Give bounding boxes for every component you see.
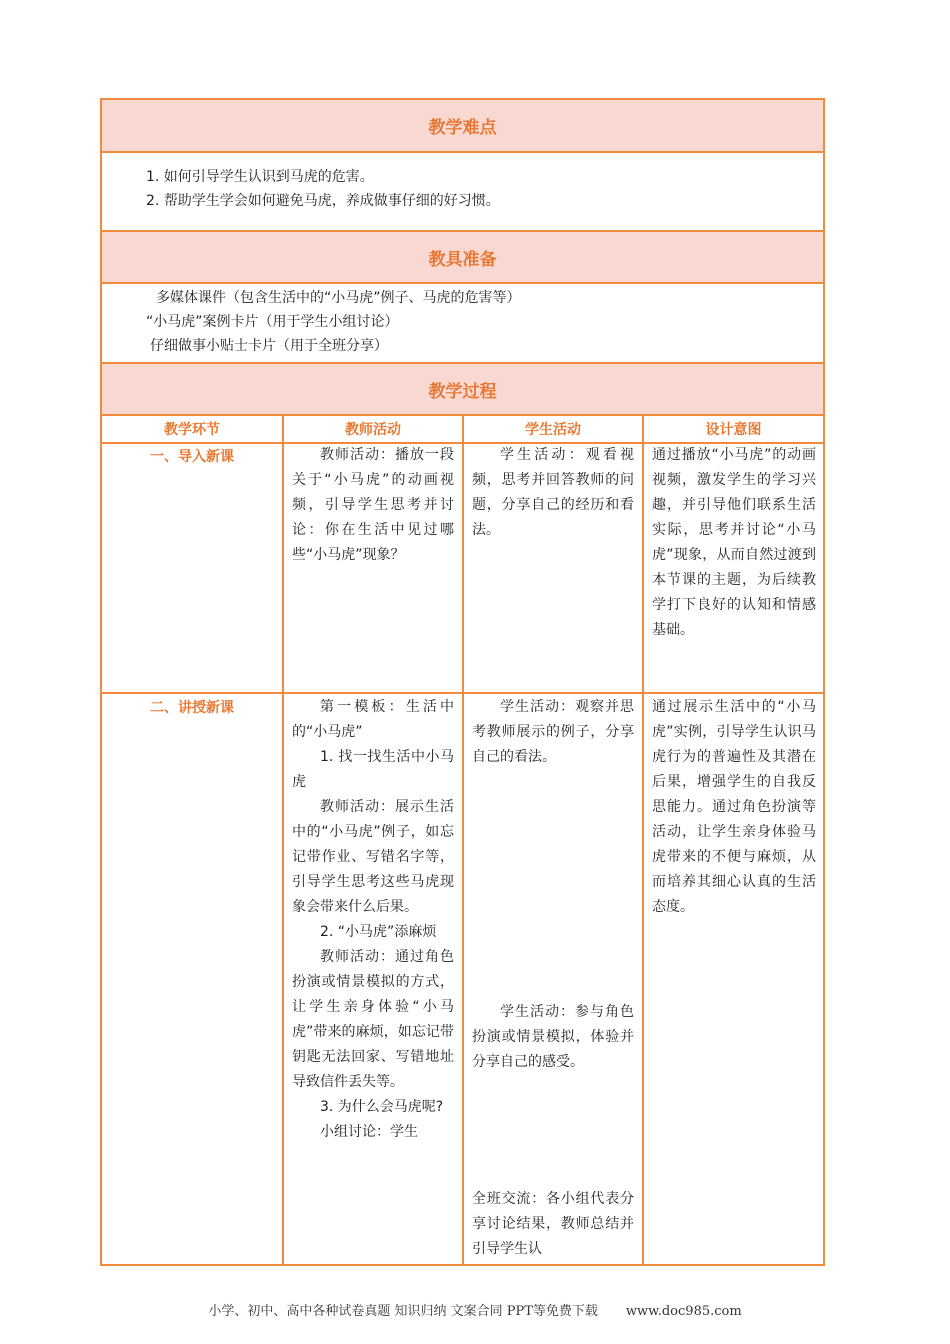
teacher-paragraph: 教师活动：展示生活中的“小马虎”例子，如忘记带作业、写错名字等，引导学生思考这些马虎现象会带来什么后果。 [292,799,454,915]
difficulty-item: 2. 帮助学生学会如何避免马虎，养成做事仔细的好习惯。 [146,193,500,209]
column-header-stage: 教学环节 [164,422,220,438]
lesson-plan-table [100,98,825,1266]
column-header-teacher: 教师活动 [345,422,401,438]
student-activity [472,443,634,543]
difficulty-item: 1. 如何引导学生认识到马虎的危害。 [146,169,374,185]
stage-label: 二、讲授新课 [150,700,234,716]
difficulties-body [102,153,823,232]
student-paragraph: 全班交流：各小组代表分享讨论结果，教师总结并引导学生认 [472,1191,634,1257]
teacher-paragraph: 小组讨论：学生 [320,1124,418,1140]
student-paragraph: 学生活动：观看视频，思考并回答教师的问题，分享自己的经历和看法。 [472,447,634,538]
teacher-paragraph: 教师活动：通过角色扮演或情景模拟的方式，让学生亲身体验“小马虎”带来的麻烦，如忘记带钥匙无法回家、写错地址导致信件丢失等。 [292,949,454,1090]
page-footer [0,1300,950,1319]
design-intent [652,443,816,643]
design-paragraph: 通过播放“小马虎”的动画视频，激发学生的学习兴趣，并引导他们联系生活实际，思考并讨论“小马虎”现象，从而自然过渡到本节课的主题，为后续教学打下良好的认知和情感基础。 [652,447,816,638]
teacher-paragraph: 第一模板：生活中的“小马虎” [292,699,454,740]
divider [282,416,284,1266]
tools-body [102,284,823,364]
tools-header [102,232,823,284]
footer-url: www.doc985.com [625,1304,742,1319]
divider [462,416,464,1266]
divider [642,416,644,1266]
teacher-activity [292,695,454,1145]
teacher-paragraph: 2. “小马虎”添麻烦 [320,924,437,940]
difficulties-title: 教学难点 [428,118,497,138]
column-header-design: 设计意图 [705,422,762,438]
student-activity [472,1187,634,1262]
difficulties-header [102,100,823,153]
design-intent [652,695,816,920]
tool-item: 仔细做事小贴士卡片（用于全班分享） [150,338,388,354]
tool-item: “小马虎”案例卡片（用于学生小组讨论） [146,314,399,330]
process-title: 教学过程 [428,381,497,402]
teacher-paragraph: 3. 为什么会马虎呢? [320,1099,444,1115]
student-paragraph: 学生活动：参与角色扮演或情景模拟，体验并分享自己的感受。 [472,1004,634,1070]
process-header [102,364,823,416]
design-paragraph: 通过展示生活中的“小马虎”实例，引导学生认识马虎行为的普遍性及其潜在后果，增强学生的自我反思能力。通过角色扮演等活动，让学生亲身体验马虎带来的不便与麻烦，从而培养其细心认真的生活态度。 [652,699,816,915]
tools-title: 教具准备 [428,249,497,270]
student-activity [472,1000,634,1075]
footer-text: 小学、初中、高中各种试卷真题 知识归纳 文案合同 PPT等免费下载 [208,1304,598,1319]
column-header-student: 学生活动 [525,422,581,438]
stage-label: 一、导入新课 [150,449,234,465]
teacher-activity [292,443,454,568]
student-activity [472,695,634,770]
teacher-paragraph: 1. 找一找生活中小马虎 [292,749,454,790]
teacher-paragraph: 教师活动：播放一段关于“小马虎”的动画视频，引导学生思考并讨论：你在生活中见过哪些“小马虎”现象？ [292,447,454,563]
tool-item: 多媒体课件（包含生活中的“小马虎”例子、马虎的危害等） [156,290,521,306]
student-paragraph: 学生活动：观察并思考教师展示的例子，分享自己的看法。 [472,699,634,765]
divider [102,692,823,694]
